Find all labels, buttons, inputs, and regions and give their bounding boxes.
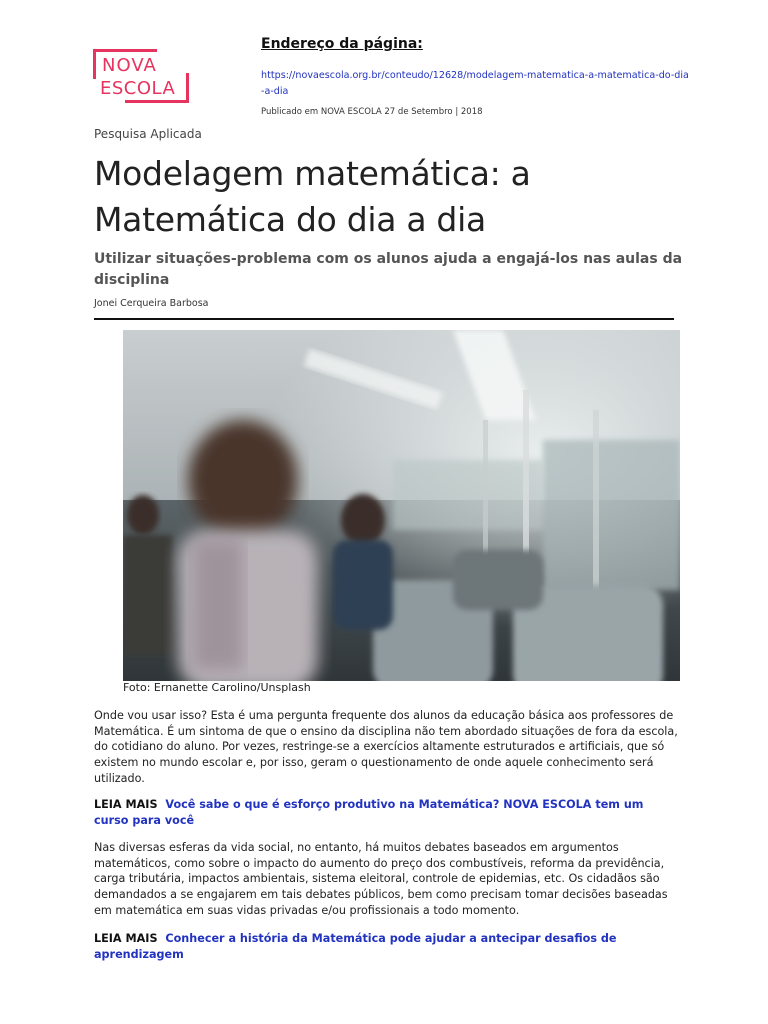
read-more-label: LEIA MAIS [94,798,158,811]
read-more-block-2 [94,931,679,963]
article-subtitle: Utilizar situações-problema com os alunos ajuda a engajá-los nas aulas da disciplina [94,251,683,288]
logo-text-escola: ESCOLA [100,78,176,99]
article-paragraph-1: Onde vou usar isso? Esta é uma pergunta frequente dos alunos da educação básica aos professores de Matemática. É um sintoma de que o ensino da disciplina não tem abordado situações de fora da escola, do cotidiano do aluno. Por vezes, restringe-se a exercícios altamente estruturados e artificiais, que só existem no mundo escolar e, por isso, geram o questionamento de onde aquele conhecimento será utilizado. [94,709,678,785]
publication-info: Publicado em NOVA ESCOLA 27 de Setembro | 2018 [261,107,483,117]
nova-escola-logo [93,49,189,103]
logo-text-nova: NOVA [102,55,157,76]
article-author: Jonei Cerqueira Barbosa [94,298,209,309]
section-label: Pesquisa Aplicada [94,127,202,141]
article-paragraph-2: Nas diversas esferas da vida social, no entanto, há muitos debates baseados em argumentos matemáticos, como sobre o impacto do aumento do preço dos combustíveis, reforma da previdência, carga tributária, impactos ambientais, sistema eleitoral, controle de epidemias, etc. Os cidadãos são demandados a se engajarem em tais debates públicos, bem como precisam tomar decisões baseadas em matemática em suas vidas privadas e/ou profissionais a todo momento. [94,841,668,917]
article-title: Modelagem matemática: a Matemática do dia a dia [94,154,531,239]
article-photo [123,330,680,681]
header-divider [94,318,674,320]
read-more-link-2[interactable]: Conhecer a história da Matemática pode ajudar a antecipar desafios de aprendizagem [94,932,617,961]
read-more-label: LEIA MAIS [94,932,158,945]
read-more-block-1 [94,797,679,829]
page-address-label: Endereço da página: [261,36,423,52]
photo-caption: Foto: Ernanette Carolino/Unsplash [123,681,311,694]
read-more-link-1[interactable]: Você sabe o que é esforço produtivo na Matemática? NOVA ESCOLA tem um curso para você [94,798,644,827]
page-url-link[interactable]: https://novaescola.org.br/conteudo/12628/modelagem-matematica-a-matematica-do-dia-a-dia [261,70,689,97]
